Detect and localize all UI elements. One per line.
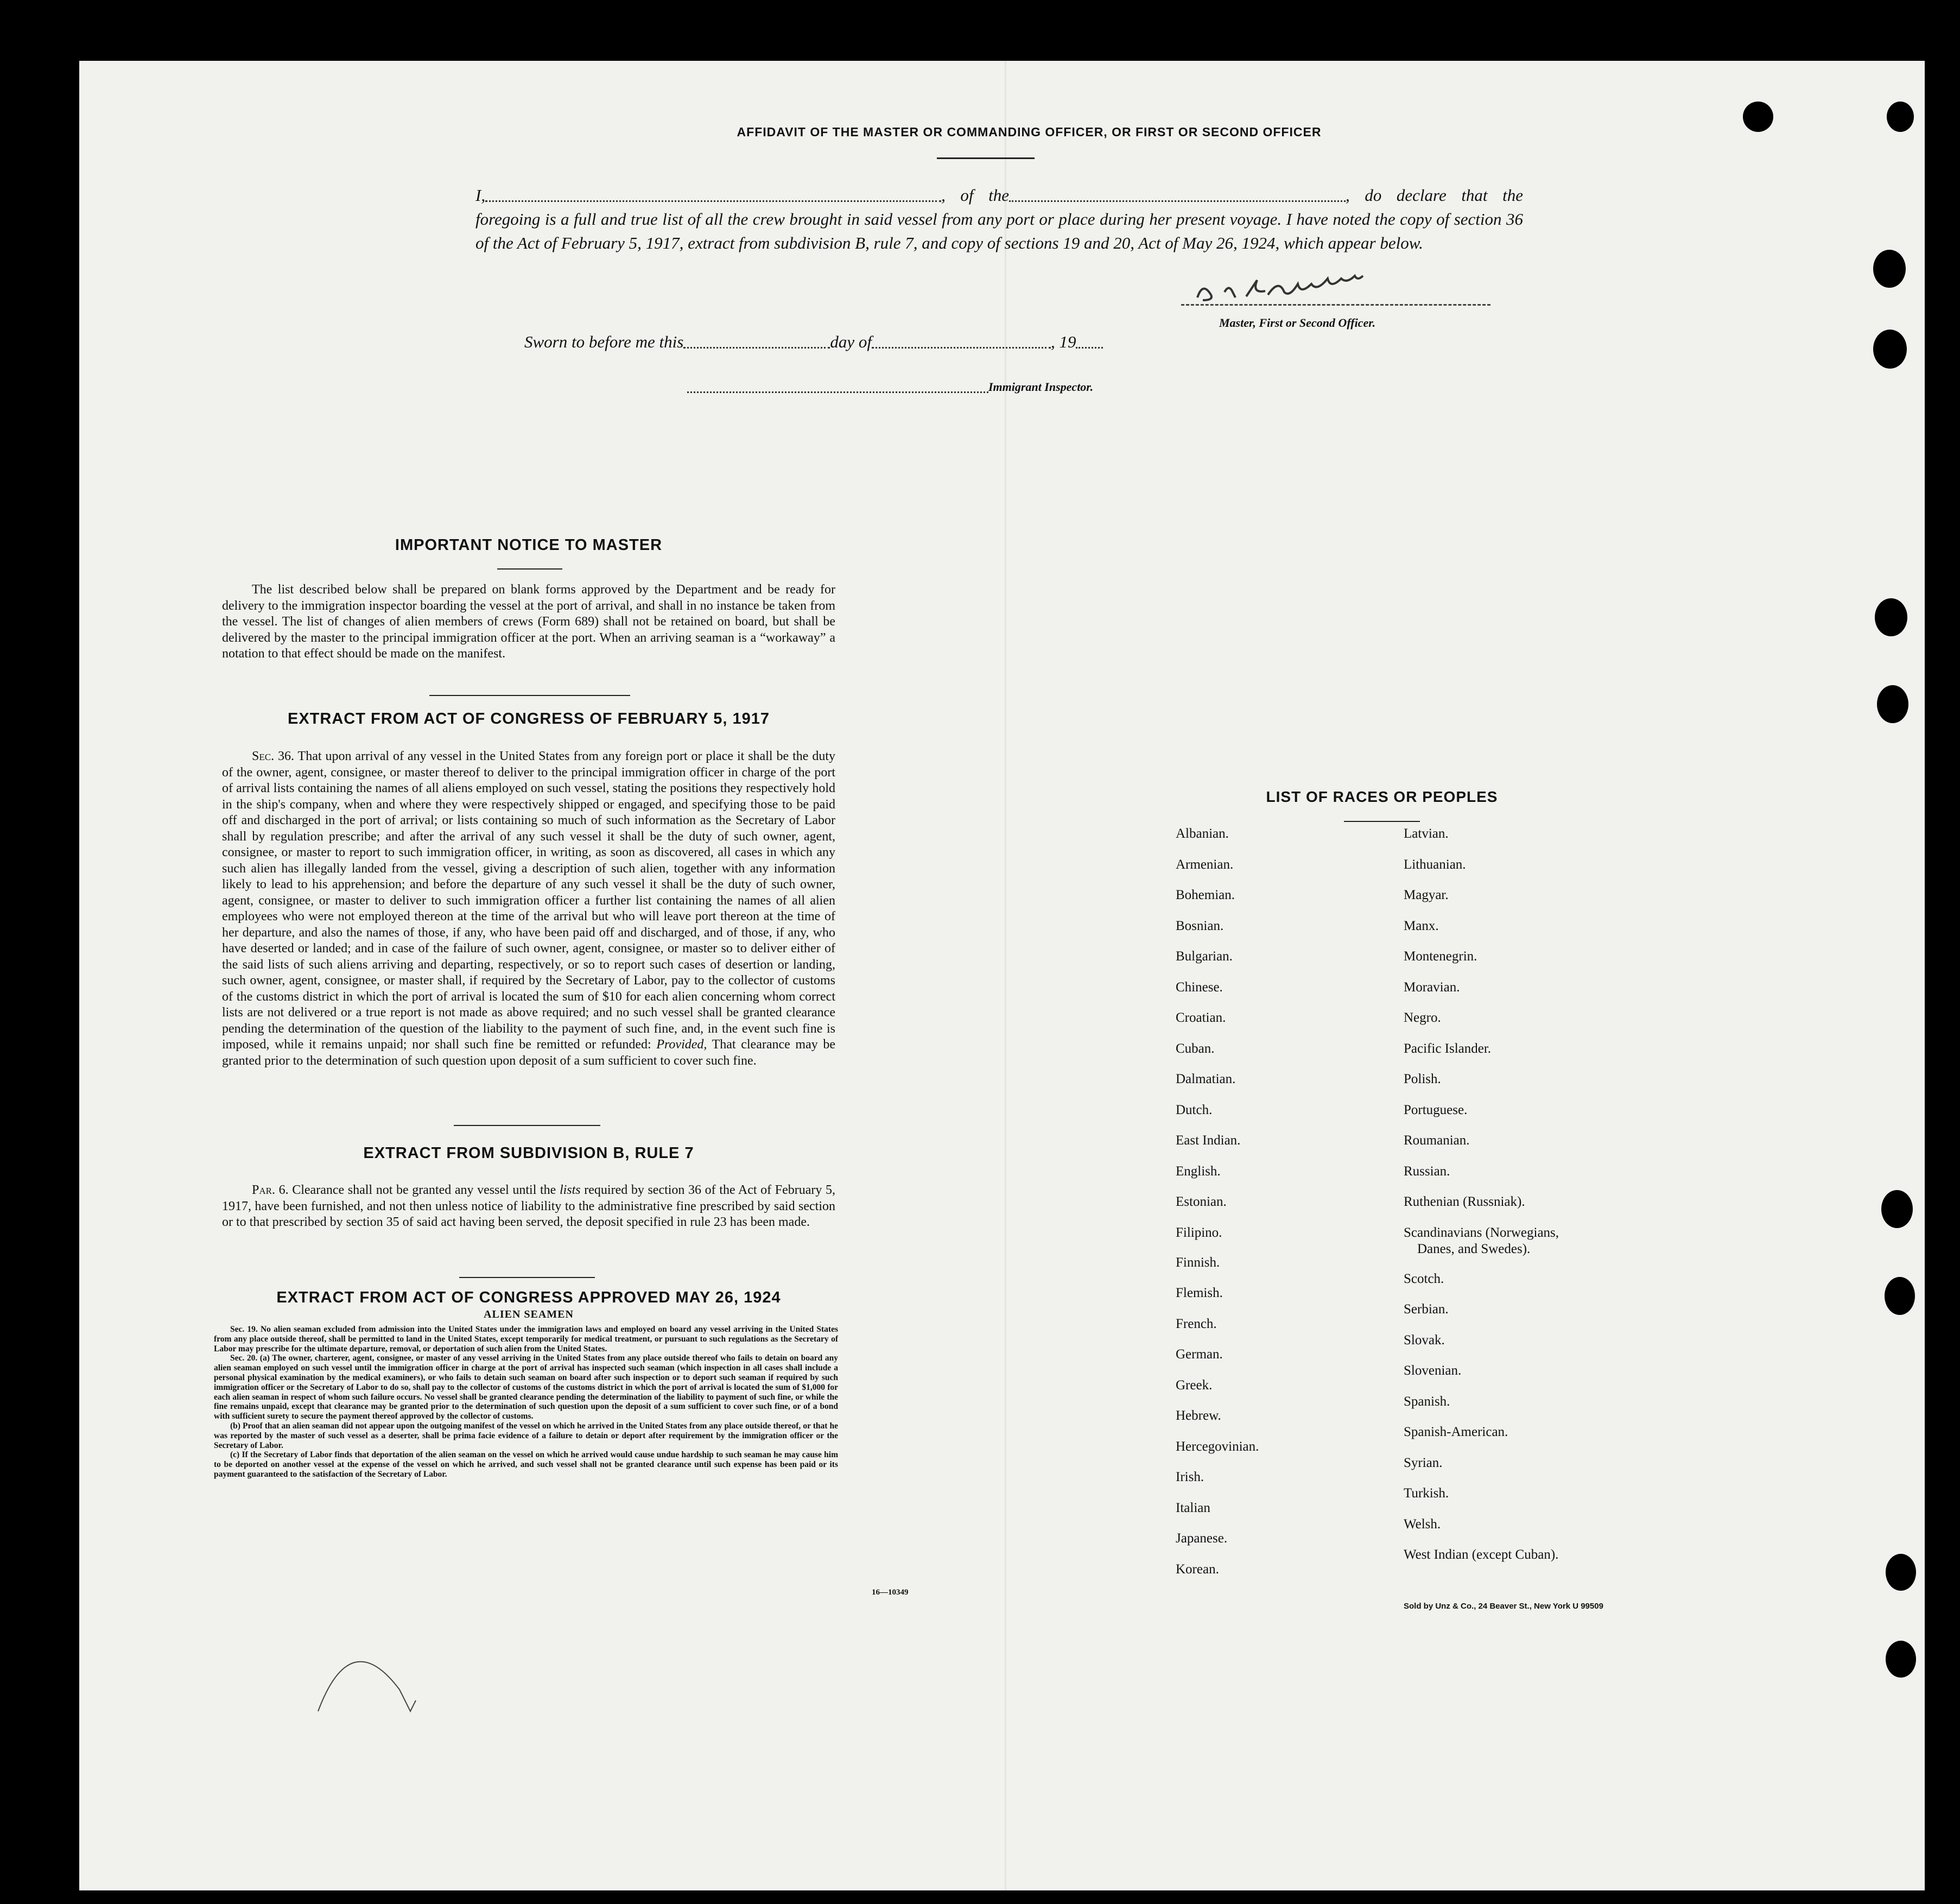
title-underline (937, 157, 1035, 159)
race-item: Bulgarian. (1176, 949, 1233, 964)
binder-hole (1875, 598, 1907, 636)
binder-hole (1886, 1554, 1916, 1591)
lists-term: lists (559, 1183, 581, 1197)
race-item: Negro. (1404, 1010, 1441, 1025)
month-blank (872, 338, 1051, 349)
race-item: Latvian. (1404, 826, 1449, 841)
sworn-text-a: Sworn to before me this (524, 332, 684, 351)
extract-1917-section (222, 749, 835, 1069)
section-rule (497, 568, 562, 570)
year-blank (1076, 338, 1103, 349)
race-item: Scandinavians (Norwegians, (1404, 1225, 1559, 1240)
race-item: Croatian. (1176, 1010, 1226, 1025)
binder-hole (1881, 1190, 1913, 1228)
race-item: Flemish. (1176, 1286, 1223, 1300)
sworn-line (524, 332, 1284, 352)
race-item: Danes, and Swedes). (1417, 1241, 1531, 1256)
sec-36-label: Sec. 36. (252, 749, 295, 763)
binder-hole (1877, 685, 1908, 723)
race-item: Ruthenian (Russniak). (1404, 1194, 1525, 1209)
race-item: French. (1176, 1316, 1217, 1331)
race-item: Welsh. (1404, 1516, 1441, 1532)
races-column-left (1176, 826, 1404, 1592)
alien-seamen-subtitle: ALIEN SEAMEN (484, 1308, 574, 1320)
race-item: Hebrew. (1176, 1408, 1221, 1423)
section-rule (429, 695, 630, 696)
race-item: German. (1176, 1347, 1223, 1362)
par-6-label: Par. 6. (252, 1183, 289, 1197)
binder-hole (1886, 1641, 1916, 1678)
race-item: Russian. (1404, 1163, 1450, 1179)
race-item: Slovenian. (1404, 1363, 1462, 1378)
race-item: Italian (1176, 1500, 1210, 1515)
extract-1924-title: EXTRACT FROM ACT OF CONGRESS APPROVED MAY 26, 1924 (276, 1289, 781, 1306)
signature-label: Master, First or Second Officer. (1219, 316, 1376, 330)
race-item: Portuguese. (1404, 1102, 1468, 1117)
signature-mark (1187, 270, 1490, 308)
race-item: Dutch. (1176, 1102, 1213, 1117)
sworn-text-c: , 19 (1050, 332, 1076, 351)
race-item: East Indian. (1176, 1133, 1241, 1148)
sec-36-body: That upon arrival of any vessel in the United States from any foreign port or place it shall be the duty of the owner, agent, consignee, or master thereof to deliver to the principal immigration officer in charge of the port of arrival lists containing the names of all aliens employed on such vessel, stating the positions they respectively hold in the ship's company, when and where they were respectively shipped or engaged, and specifying those to be paid off and discharged in the port of arrival; or lists containing so much of such information as the Secretary of Labor shall by regulation prescribe; and after the arrival of any such vessel it shall be the duty of such owner, agent, consignee, or master to report to such immigration officer, in writing, as soon as discovered, all cases in which any such alien has illegally landed from the vessel, giving a description of such alien, together with any information likely to lead to his apprehension; and before the departure of any such vessel it shall be the duty of such owner, agent, consignee, or master to deliver to such immigration officer a further list containing the names of all alien employees who were not employed thereon at the time of the arrival but who will leave port thereon at the time of her departure, and also the names of those, if any, who have been paid off and discharged, and of those, if any, who have deserted or landed; and in case of the failure of such owner, agent, consignee, or master so to deliver either of the said lists of such aliens arriving and departing, respectively, or so to report such cases of desertion or landing, such owner, agent, consignee, or master shall, if required by the Secretary of Labor, pay to the collector of customs of the customs district in which the port of arrival is located the sum of $10 for each alien concerning whom correct lists are not delivered or a true report is not made as above required; and no such vessel shall be granted clearance pending the determination of the question of the liability to the payment of such fine, and, in the event such fine is imposed, while it remains unpaid; nor shall such fine be remitted or refunded: (222, 749, 835, 1052)
race-item: Serbian. (1404, 1302, 1449, 1317)
section-rule (454, 1125, 600, 1126)
sec-20b-text: (b) Proof that an alien seaman did not appear upon the outgoing manifest of the vessel on which he arrived in the United States from any place outside thereof, or that he was reported by the master of such vessel as a deserter, shall be prima facie evidence of a failure to detain or deport after requirement by the immigration officer or the Secretary of Labor. (214, 1421, 838, 1450)
race-item: Armenian. (1176, 857, 1234, 872)
race-item: Spanish-American. (1404, 1425, 1508, 1439)
race-item: Filipino. (1176, 1225, 1222, 1240)
race-item: Magyar. (1404, 888, 1449, 902)
extract-1917-title: EXTRACT FROM ACT OF CONGRESS OF FEBRUARY 5, 1917 (287, 710, 770, 728)
race-item: Slovak. (1404, 1332, 1445, 1348)
race-item: Bohemian. (1176, 888, 1235, 902)
race-item: Dalmatian. (1176, 1072, 1236, 1086)
day-blank (683, 338, 830, 349)
affidavit-body (475, 184, 1523, 255)
extract-1924-section (214, 1325, 838, 1479)
affidavit-i: I, (475, 186, 486, 205)
sec-20c-text: (c) If the Secretary of Labor finds that deportation of the alien seaman on the vessel on which he arrived would cause undue hardship to such seaman he may cause him to be deported on another vessel at the expense of the vessel on which he arrived, and such vessel shall not be granted clearance until such expense has been paid or its payment guaranteed to the satisfaction of the Secretary of Labor. (214, 1450, 838, 1479)
race-item: Scotch. (1404, 1271, 1444, 1286)
sworn-text-b: day of (830, 332, 872, 351)
inspector-label: Immigrant Inspector. (988, 380, 1094, 394)
sec-36-tail: That clearance may be granted prior to the determination of such question upon deposit of a sum sufficient to cover such fine. (222, 1038, 836, 1068)
race-item: Bosnian. (1176, 918, 1224, 933)
race-item: Montenegrin. (1404, 949, 1477, 964)
binder-hole (1887, 102, 1914, 132)
race-item: Korean. (1176, 1561, 1219, 1577)
pencil-mark (313, 1635, 432, 1722)
sec-36-text (222, 749, 835, 1069)
race-item: Finnish. (1176, 1255, 1220, 1270)
par-6-text (222, 1182, 835, 1231)
race-item: Syrian. (1404, 1455, 1443, 1470)
vessel-blank (1009, 192, 1346, 202)
affidavit-do-declare: , do declare (1345, 186, 1447, 205)
binder-hole (1873, 250, 1906, 288)
affidavit-title: AFFIDAVIT OF THE MASTER OR COMMANDING OFFICER, OR FIRST OR SECOND OFFICER (737, 125, 1322, 139)
binder-hole (1743, 102, 1773, 132)
sec-20a-text: Sec. 20. (a) The owner, charterer, agent, consignee, or master of any vessel arriving in the United States from any place outside thereof who fails to detain on board any alien seaman employed on such vessel until the immigration officer in charge at the port of arrival has inspected such seaman (which inspection in all cases shall include a personal physical examination by the medical examiners), or who fails to detain such seaman on board after such inspection or to deport such seaman if required by such immigration officer or the Secretary of Labor to do so, shall pay to the collector of customs of the customs district in which the port of arrival is located the sum of $1,000 for each alien seaman in respect of whom such failure occurs. No vessel shall be granted clearance pending the determination of the liability to payment of such fine, or while the fine remains unpaid, except that clearance may be granted prior to the determination of such question upon the deposit of a sum sufficient to cover such fine, or of a bond with sufficient surety to secure the payment thereof approved by the collector of customs. (214, 1353, 838, 1421)
race-item: Cuban. (1176, 1041, 1215, 1056)
sec-19-text: Sec. 19. No alien seaman excluded from admission into the United States under the immigration laws and employed on board any vessel arriving in the United States from any place outside thereof, shall be permitted to land in the United States, except temporarily for medical treatment, or pursuant to such regulations as the Secretary of Labor may prescribe for the ultimate departure, removal, or deportation of such alien from the United States. (214, 1325, 838, 1353)
race-item: Lithuanian. (1404, 857, 1466, 872)
race-item: Greek. (1176, 1377, 1213, 1393)
name-blank (485, 192, 941, 202)
affidavit-of-the: , of the (941, 186, 1009, 205)
race-item: Albanian. (1176, 826, 1229, 841)
par-6-tail: required by section 36 of the Act of February 5, 1917, have been furnished, and not then unless notice of liability to the administrative fine prescribed by said section or to that prescribed by section 35 of said act having been served, the deposit specified in rule 23 has been made. (222, 1183, 836, 1229)
binder-hole (1885, 1277, 1915, 1315)
race-item: Turkish. (1404, 1486, 1449, 1501)
extract-rule7-title: EXTRACT FROM SUBDIVISION B, RULE 7 (363, 1144, 694, 1162)
race-item: English. (1176, 1163, 1221, 1179)
race-item: Spanish. (1404, 1394, 1450, 1409)
inspector-blank (687, 383, 988, 393)
signature-line (1181, 304, 1490, 306)
race-item: Polish. (1404, 1072, 1441, 1086)
race-item: Manx. (1404, 918, 1439, 933)
notice-text: The list described below shall be prepared on blank forms approved by the Department and be ready for delivery to the immigration inspector boarding the vessel at the port of arrival, and shall in no instance be taken from the vessel. The list of changes of alien members of crews (Form 689) shall not be retained on board, but shall be delivered by the master to the principal immigration officer at the port. When an arriving seaman is a “workaway” a notation to that effect should be made on the manifest. (222, 583, 835, 661)
race-item: Chinese. (1176, 979, 1223, 995)
inspector-line (687, 380, 1230, 394)
binder-hole (1873, 330, 1907, 369)
publisher-imprint: Sold by Unz & Co., 24 Beaver St., New York U 99509 (1404, 1602, 1603, 1611)
section-rule (459, 1277, 595, 1278)
race-item: Roumanian. (1404, 1133, 1470, 1148)
race-item: Moravian. (1404, 979, 1460, 995)
notice-title: IMPORTANT NOTICE TO MASTER (395, 536, 663, 554)
race-item: Irish. (1176, 1470, 1204, 1484)
races-title-underline (1344, 821, 1420, 822)
par-6-body: Clearance shall not be granted any vessel until the (292, 1183, 556, 1197)
extract-rule7-section (222, 1182, 835, 1231)
form-number: 16—10349 (872, 1588, 909, 1597)
race-item: West Indian (except Cuban). (1404, 1547, 1559, 1562)
race-item: Estonian. (1176, 1194, 1227, 1209)
race-item: Pacific Islander. (1404, 1041, 1492, 1056)
provided-term: Provided, (656, 1038, 707, 1052)
affidavit-text: that the foregoing is a full and true list of all the crew brought in said vessel from any port or place during her present voyage. I have noted the copy of section 36 of the Act of February 5, 1917, extract from subdivision B, rule 7, and copy of sections 19 and 20, Act of May 26, 1924, which appear below. (475, 186, 1523, 252)
races-column-right (1404, 826, 1632, 1578)
notice-section (222, 582, 835, 662)
race-item: Japanese. (1176, 1531, 1228, 1546)
race-item: Hercegovinian. (1176, 1439, 1259, 1454)
races-title: LIST OF RACES OR PEOPLES (1266, 788, 1498, 805)
document-page (79, 61, 1925, 1890)
